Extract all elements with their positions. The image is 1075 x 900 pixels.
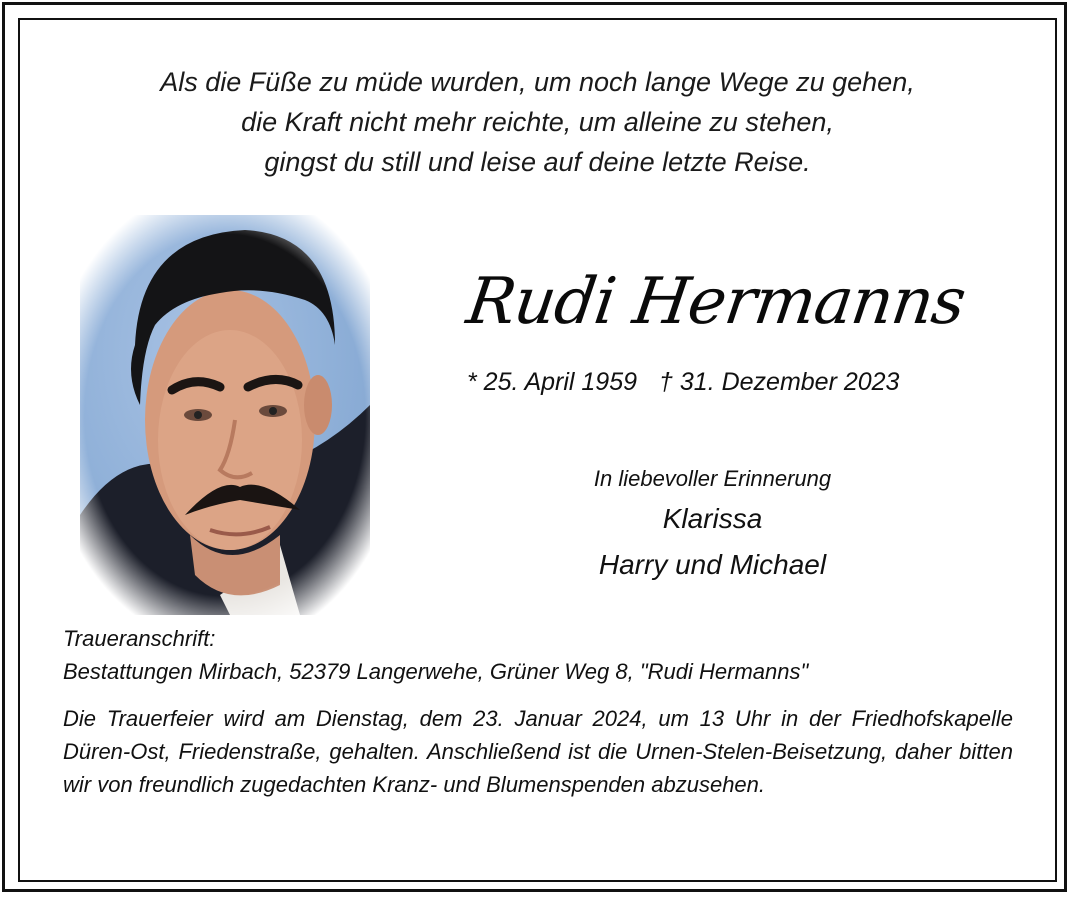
memorial-verse: [0, 62, 1075, 182]
portrait-photo: [80, 215, 370, 615]
life-dates: [467, 364, 987, 400]
address-value: Bestattungen Mirbach, 52379 Langerwehe, Grüner Weg 8, "Rudi Hermanns": [63, 659, 809, 684]
mourner-line-2: Harry und Michael: [598, 549, 827, 580]
mourning-address: [63, 622, 1013, 688]
verse-line-1: Als die Füße zu müde wurden, um noch lange Wege zu gehen,: [160, 67, 915, 97]
verse-line-2: die Kraft nicht mehr reichte, um alleine zu stehen,: [241, 107, 834, 137]
mourners-block: [470, 462, 955, 588]
portrait-illustration: [80, 215, 370, 615]
funeral-notice-text: Die Trauerfeier wird am Dienstag, dem 23. Januar 2024, um 13 Uhr in der Friedhofskapelle Düren-Ost, Friedenstraße, gehalten. Anschließend ist die Urnen-Stelen-Beisetzung, daher bitten wir von freundlich zugedachten Kranz- und Blumenspenden abzusehen.: [63, 706, 1013, 797]
remembrance-intro: In liebevoller Erinnerung: [593, 466, 832, 491]
verse-line-3: gingst du still und leise auf deine letzte Reise.: [264, 147, 811, 177]
deceased-name: Rudi Hermanns: [462, 265, 970, 339]
mourner-line-1: Klarissa: [662, 503, 763, 534]
address-label: Traueranschrift:: [63, 626, 216, 651]
birth-date: * 25. April 1959: [467, 368, 638, 396]
death-date: † 31. Dezember 2023: [659, 368, 900, 396]
